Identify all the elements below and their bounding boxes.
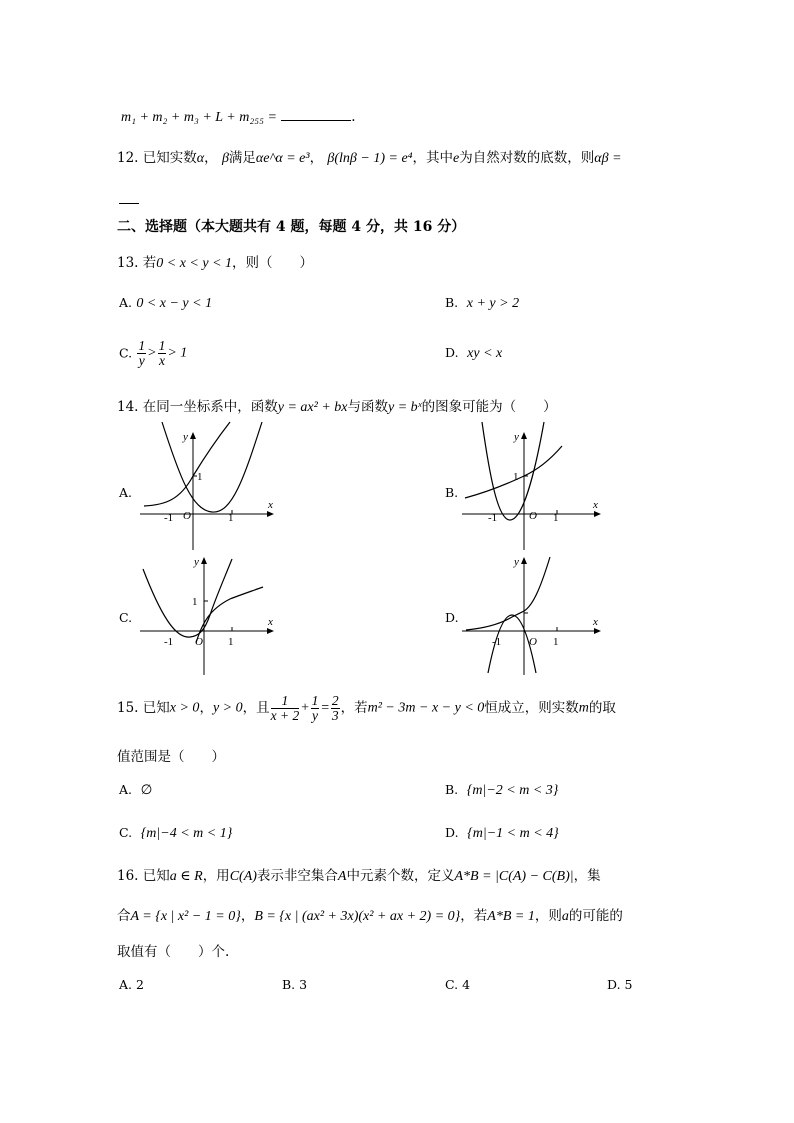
svg-text:-1: -1 <box>492 636 502 648</box>
y-axis-arrow <box>521 432 527 439</box>
svg-text:O: O <box>529 636 537 648</box>
q16-option-c[interactable]: C. 4 <box>445 977 471 992</box>
q15-stem-line2: 值范围是（ ） <box>117 749 225 765</box>
q13-option-a[interactable]: A. 0 < x − y < 1 <box>119 295 213 311</box>
q15-stem: 15. 已知x > 0，y > 0，且 $\frac{1}{x + 2}$ + $\frac{1}{y}$ = $\frac{2}{3}$ ，若m² − 3m − x − y < 0恒成立，则实数m的取 <box>117 693 616 724</box>
q16-line2: 合A = {x | x² − 1 = 0}，B = {x | (ax² + 3x)(x² + ax + 2) = 0}，若A*B = 1，则a的可能的 <box>117 908 623 924</box>
graph-d <box>462 553 607 678</box>
q12-line1: 12. 已知实数α， β满足αe^α = e³， β(lnβ − 1) = e⁴，其中e为自然对数的底数，则αβ = <box>117 150 622 166</box>
q11-expression: m₁ + m₂ + m₃ + L + m₂₅₅ = <box>121 110 277 125</box>
svg-text:y: y <box>194 556 199 568</box>
q12-equation-2: β(lnβ − 1) = e⁴ <box>327 151 413 166</box>
graph-a <box>140 428 280 553</box>
y-axis-arrow <box>201 557 207 564</box>
svg-text:y: y <box>183 431 188 443</box>
y-axis-arrow <box>521 557 527 564</box>
q13-option-c[interactable]: C. $\frac{1}{y}$ > $\frac{1}{x}$ > 1 <box>119 338 188 369</box>
section-title: 二、选择题（本大题共有 4 题，每题 4 分，共 16 分） <box>117 219 466 235</box>
q12-equation-1: αe^α = e³ <box>255 151 310 166</box>
svg-text:O: O <box>183 510 191 522</box>
q14-stem: 14. 在同一坐标系中，函数y = ax² + bx与函数y = bˣ的图象可能为（ ） <box>117 399 557 415</box>
parabola <box>143 559 232 637</box>
x-axis-arrow <box>267 628 274 634</box>
q16-option-b[interactable]: B. 3 <box>282 977 308 992</box>
parabola <box>162 422 262 512</box>
graph-b <box>462 428 607 553</box>
svg-text:x: x <box>593 616 598 628</box>
svg-text:O: O <box>195 636 203 648</box>
q14-option-a[interactable]: A. <box>119 485 133 500</box>
q13-option-d[interactable]: D. xy < x <box>445 345 503 361</box>
svg-text:-1: -1 <box>488 512 498 524</box>
x-axis-arrow <box>594 511 601 517</box>
q14-option-b[interactable]: B. <box>445 485 459 500</box>
q13-option-b[interactable]: B. x + y > 2 <box>445 295 520 311</box>
svg-text:1: 1 <box>192 596 198 608</box>
q16-line1: 16. 已知a ∈ R，用C(A)表示非空集合A中元素个数，定义A*B = |C(A) − C(B)|，集 <box>117 868 601 884</box>
svg-text:1: 1 <box>228 512 234 524</box>
q15-option-a[interactable]: A. ∅ <box>119 782 153 798</box>
q14-option-d[interactable]: D. <box>445 610 459 625</box>
svg-text:1: 1 <box>553 512 559 524</box>
graph-c <box>140 553 280 678</box>
q15-option-c[interactable]: C. {m|−4 < m < 1} <box>119 825 233 841</box>
svg-text:1: 1 <box>553 636 559 648</box>
svg-text:-1: -1 <box>164 512 174 524</box>
q11-tail: m₁ + m₂ + m₃ + L + m₂₅₅ = . <box>121 109 356 125</box>
log-curve <box>196 587 263 643</box>
svg-text:1: 1 <box>513 471 519 483</box>
exp-curve <box>466 557 550 630</box>
q16-option-a[interactable]: A. 2 <box>119 977 144 992</box>
svg-text:y: y <box>514 431 519 443</box>
answer-blank <box>281 120 351 121</box>
y-axis-arrow <box>190 432 196 439</box>
q12-answer-blank <box>119 203 139 204</box>
svg-text:1: 1 <box>228 636 234 648</box>
q16-option-d[interactable]: D. 5 <box>607 977 633 992</box>
svg-text:y: y <box>514 556 519 568</box>
x-axis-arrow <box>594 628 601 634</box>
q13-stem: 13. 若0 < x < y < 1，则（ ） <box>117 255 314 271</box>
q16-line3: 取值有（ ）个. <box>117 944 230 960</box>
svg-text:-1: -1 <box>164 636 174 648</box>
svg-text:x: x <box>268 499 273 511</box>
q14-option-c[interactable]: C. <box>119 610 133 625</box>
svg-text:x: x <box>268 616 273 628</box>
q15-option-b[interactable]: B. {m|−2 < m < 3} <box>445 782 559 798</box>
q15-option-d[interactable]: D. {m|−1 < m < 4} <box>445 825 559 841</box>
svg-text:1: 1 <box>197 471 203 483</box>
svg-text:O: O <box>529 510 537 522</box>
svg-text:x: x <box>593 499 598 511</box>
x-axis-arrow <box>267 511 274 517</box>
